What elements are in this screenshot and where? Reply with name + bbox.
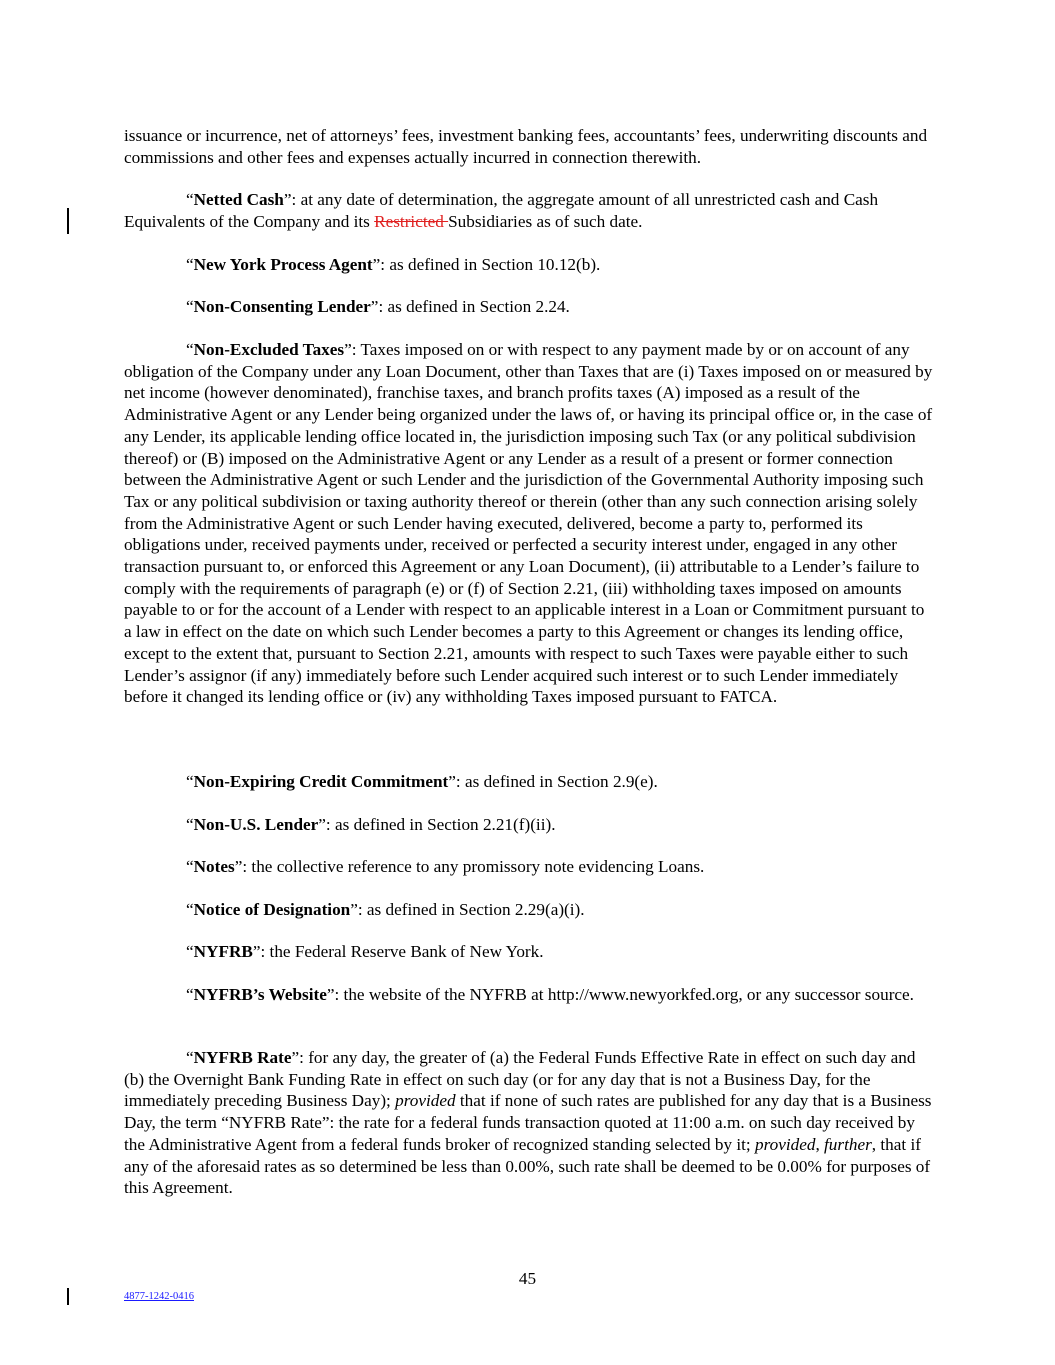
- definition-non-consenting-lender: “Non-Consenting Lender”: as defined in Section 2.24.: [186, 297, 570, 316]
- defined-term: New York Process Agent: [193, 255, 373, 274]
- page-number: 45: [518, 1269, 537, 1288]
- defined-term: Non-Consenting Lender: [193, 297, 371, 316]
- defined-term: NYFRB’s Website: [193, 985, 327, 1004]
- defined-term: Non-Expiring Credit Commitment: [193, 772, 449, 791]
- defined-term: Non-Excluded Taxes: [193, 340, 345, 359]
- definition-nyfrb: “NYFRB”: the Federal Reserve Bank of New York.: [186, 942, 544, 961]
- defined-term: NYFRB Rate: [193, 1048, 292, 1067]
- definition-non-excluded-taxes: “Non-Excluded Taxes”: Taxes imposed on or with respect to any payment made by or on account of any obligation of the Company under any Loan Document, other than Taxes that are (i) Taxes imposed on or measured by net income (however denominated), franchise taxes, and branch profits taxes (A) imposed as a result of the Administrative Agent or any Lender being organized under the laws of, or having its principal office or, in the case of any Lender, its applicable lending office located in, the jurisdiction imposing such Tax (or any political subdivision thereof) or (B) imposed on the Administrative Agent or any Lender as a result of a present or former connection between the Administrative Agent or such Lender and the jurisdiction of the Governmental Authority imposing such Tax or any political subdivision or taxing authority thereof or therein (other than any such connection arising solely from the Administrative Agent or such Lender having executed, delivered, become a party to, performed its obligations under, received payments under, received or perfected a security interest under, engaged in any other transaction pursuant to, or enforced this Agreement or any Loan Document), (ii) attributable to a Lender’s failure to comply with the requirements of paragraph (e) or (f) of Section 2.21, (iii) withholding taxes imposed on amounts payable to or for the account of a Lender with respect to an applicable interest in a Loan or Commitment pursuant to a law in effect on the date on which such Lender becomes a party to this Agreement or changes its lending office, except to the extent that, pursuant to Section 2.21, amounts with respect to such Taxes were payable either to such Lender’s assignor (if any) immediately before such Lender acquired such interest or to such Lender immediately before it changed its lending office or (iv) any withholding Taxes imposed pursuant to FATCA.: [124, 340, 933, 707]
- defined-term: Non-U.S. Lender: [193, 815, 319, 834]
- definition-ny-process-agent: “New York Process Agent”: as defined in Section 10.12(b).: [186, 255, 601, 274]
- definition-nyfrb-rate: “NYFRB Rate”: for any day, the greater of (a) the Federal Funds Effective Rate in effect on such day and (b) the Overnight Bank Funding Rate in effect on such day (or for any day that is not a Business Day, for the immediately preceding Business Day); provided that if none of such rates are published for any day that is a Business Day, the term “NYFRB Rate”: the rate for a federal funds transaction quoted at 11:00 a.m. on such day received by the Administrative Agent from a federal funds broker of recognized standing selected by it; provided, further, that if any of the aforesaid rates as so determined be less than 0.00%, such rate shall be deemed to be 0.00% for purposes of this Agreement.: [124, 1048, 932, 1198]
- defined-term: Notes: [193, 857, 235, 876]
- change-bar: [67, 1288, 69, 1305]
- defined-term: NYFRB: [193, 942, 253, 961]
- document-id-link[interactable]: 4877-1242-0416: [124, 1291, 194, 1302]
- definition-nyfrb-website: “NYFRB’s Website”: the website of the NYFRB at http://www.newyorkfed.org, or any successor source.: [186, 985, 914, 1004]
- definition-notice-of-designation: “Notice of Designation”: as defined in Section 2.29(a)(i).: [186, 900, 585, 919]
- change-bar: [67, 208, 69, 234]
- definition-notes: “Notes”: the collective reference to any promissory note evidencing Loans.: [186, 857, 705, 876]
- intro-text: issuance or incurrence, net of attorneys’ fees, investment banking fees, accountants’ fees, underwriting discounts and commissions and other fees and expenses actually incurred in connection therewith.: [124, 126, 928, 167]
- intro-paragraph: [124, 125, 934, 168]
- definition-non-us-lender: “Non-U.S. Lender”: as defined in Section 2.21(f)(ii).: [186, 815, 556, 834]
- definition-non-expiring-credit-commitment: “Non-Expiring Credit Commitment”: as defined in Section 2.9(e).: [186, 772, 658, 791]
- defined-term: Notice of Designation: [193, 900, 351, 919]
- deleted-text: Restricted: [374, 211, 449, 231]
- defined-term: Netted Cash: [193, 190, 284, 209]
- definition-netted-cash: “Netted Cash”: at any date of determination, the aggregate amount of all unrestricted cash and Cash Equivalents of the Company and its Restricted Subsidiaries as of such date.: [124, 190, 879, 231]
